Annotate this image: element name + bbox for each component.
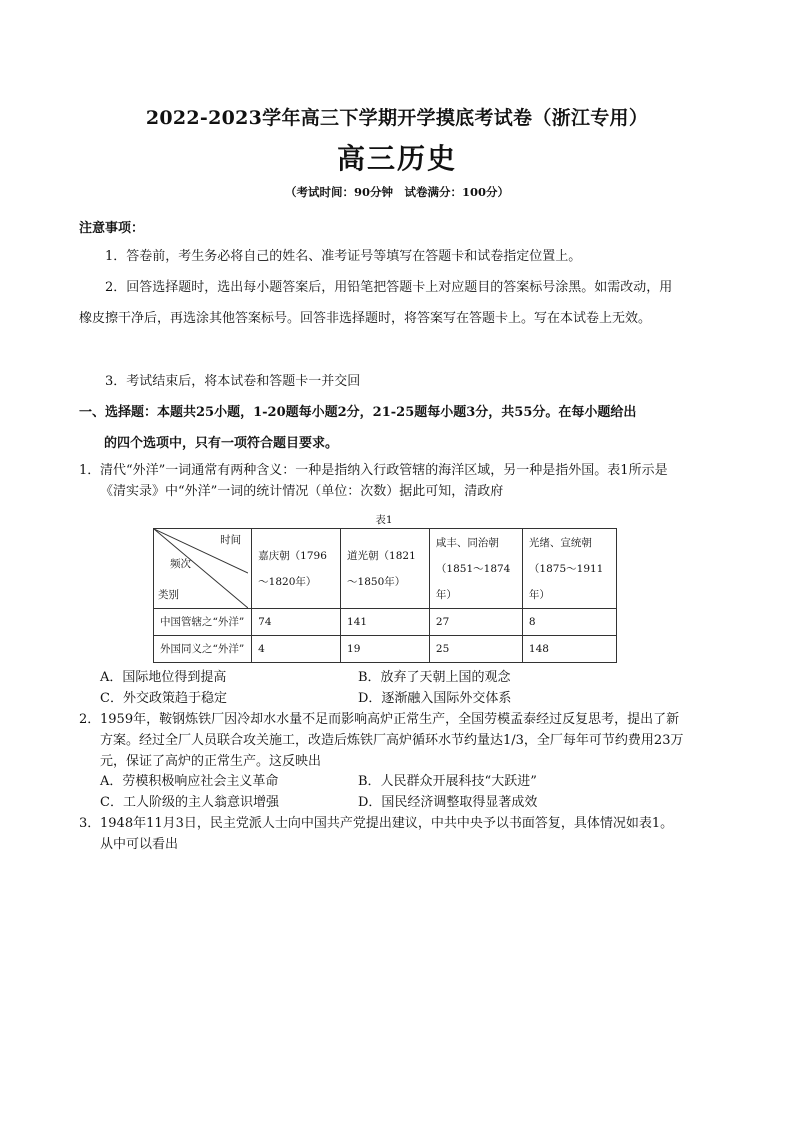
table-cell: 25 xyxy=(429,636,522,663)
table-cell: 8 xyxy=(522,609,616,636)
corner-freq-label: 频次 xyxy=(170,558,191,570)
option-a: A．国际地位得到提高 xyxy=(100,670,227,685)
subject-title: 高三历史 xyxy=(336,142,457,175)
section-line-1: 一、选择题：本题共25小题，1-20题每小题2分，21-25题每小题3分，共55分。在每小题给出 xyxy=(79,405,637,420)
question-1-options xyxy=(100,667,680,709)
table-cell: 27 xyxy=(429,609,522,636)
column-header: 道光朝（1821～1850年） xyxy=(341,529,430,609)
table-cell: 19 xyxy=(341,636,430,663)
option-a: A．劳模积极响应社会主义革命 xyxy=(100,774,279,789)
note-item-2: 2．回答选择题时，选出每小题答案后，用铅笔把答题卡上对应题目的答案标号涂黑。如需改动，用橡皮擦干净后，再选涂其他答案标号。回答非选择题时，将答案写在答题卡上。写在本试卷上无效。 xyxy=(79,280,673,326)
note-item-3: 3．考试结束后，将本试卷和答题卡一并交回 xyxy=(105,374,361,389)
corner-time-label: 时间 xyxy=(220,534,242,546)
corner-category-label: 类别 xyxy=(158,589,179,601)
question-3 xyxy=(79,813,685,855)
table-cell: 141 xyxy=(341,609,430,636)
exam-time-info: （考试时间：90分钟 试卷满分：100分） xyxy=(284,185,509,199)
question-stem: 1948年11月3日，民主党派人士向中国共产党提出建议，中共中央予以书面答复，具体情况如表1。从中可以看出 xyxy=(100,816,674,852)
table-1 xyxy=(153,528,617,663)
table-corner-cell xyxy=(154,529,252,609)
option-b: B．人民群众开展科技“大跃进” xyxy=(358,774,537,789)
table-row xyxy=(154,609,617,636)
option-d: D．逐渐融入国际外交体系 xyxy=(358,691,512,706)
question-2-options xyxy=(100,771,680,813)
column-header: 嘉庆朝（1796～1820年） xyxy=(252,529,341,609)
table-row xyxy=(154,636,617,663)
exam-title: 2022-2023学年高三下学期开学摸底考试卷（浙江专用） xyxy=(145,107,649,129)
table-header-row xyxy=(154,529,617,609)
note-item-1: 1．答卷前，考生务必将自己的姓名、准考证号等填写在答题卡和试卷指定位置上。 xyxy=(105,249,582,264)
option-d: D．国民经济调整取得显著成效 xyxy=(358,795,538,810)
question-stem: 1959年，鞍钢炼铁厂因冷却水水量不足而影响高炉正常生产，全国劳模孟泰经过反复思考，提出了新方案。经过全厂人员联合攻关施工，改造后炼铁厂高炉循环水节约量达1/3，全厂每年可节约费用23万元，保证了高炉的正常生产。这反映出 xyxy=(100,712,684,769)
notes-heading: 注意事项： xyxy=(79,221,145,236)
option-c: C．外交政策趋于稳定 xyxy=(100,691,227,706)
question-number: 1． xyxy=(79,463,101,478)
question-2 xyxy=(79,709,685,772)
question-stem: 清代“外洋”一词通常有两种含义：一种是指纳入行政管辖的海洋区域，另一种是指外国。表1所示是《清实录》中“外洋”一词的统计情况（单位：次数）据此可知，清政府 xyxy=(100,463,668,499)
question-1 xyxy=(79,460,685,502)
section-heading xyxy=(79,397,681,459)
table-cell: 148 xyxy=(522,636,616,663)
question-number: 2． xyxy=(79,712,101,727)
option-b: B．放弃了天朝上国的观念 xyxy=(358,670,511,685)
column-header: 光绪、宣统朝（1875～1911年） xyxy=(522,529,616,609)
table-cell: 4 xyxy=(252,636,341,663)
row-label: 外国同义之“外洋” xyxy=(154,636,252,663)
option-c: C．工人阶级的主人翁意识增强 xyxy=(100,795,279,810)
column-header: 咸丰、同治朝（1851～1874年） xyxy=(429,529,522,609)
question-number: 3． xyxy=(79,816,101,831)
section-line-2: 的四个选项中，只有一项符合题目要求。 xyxy=(104,436,339,451)
row-label: 中国管辖之“外洋” xyxy=(154,609,252,636)
table-cell: 74 xyxy=(252,609,341,636)
table-caption: 表1 xyxy=(375,514,393,526)
